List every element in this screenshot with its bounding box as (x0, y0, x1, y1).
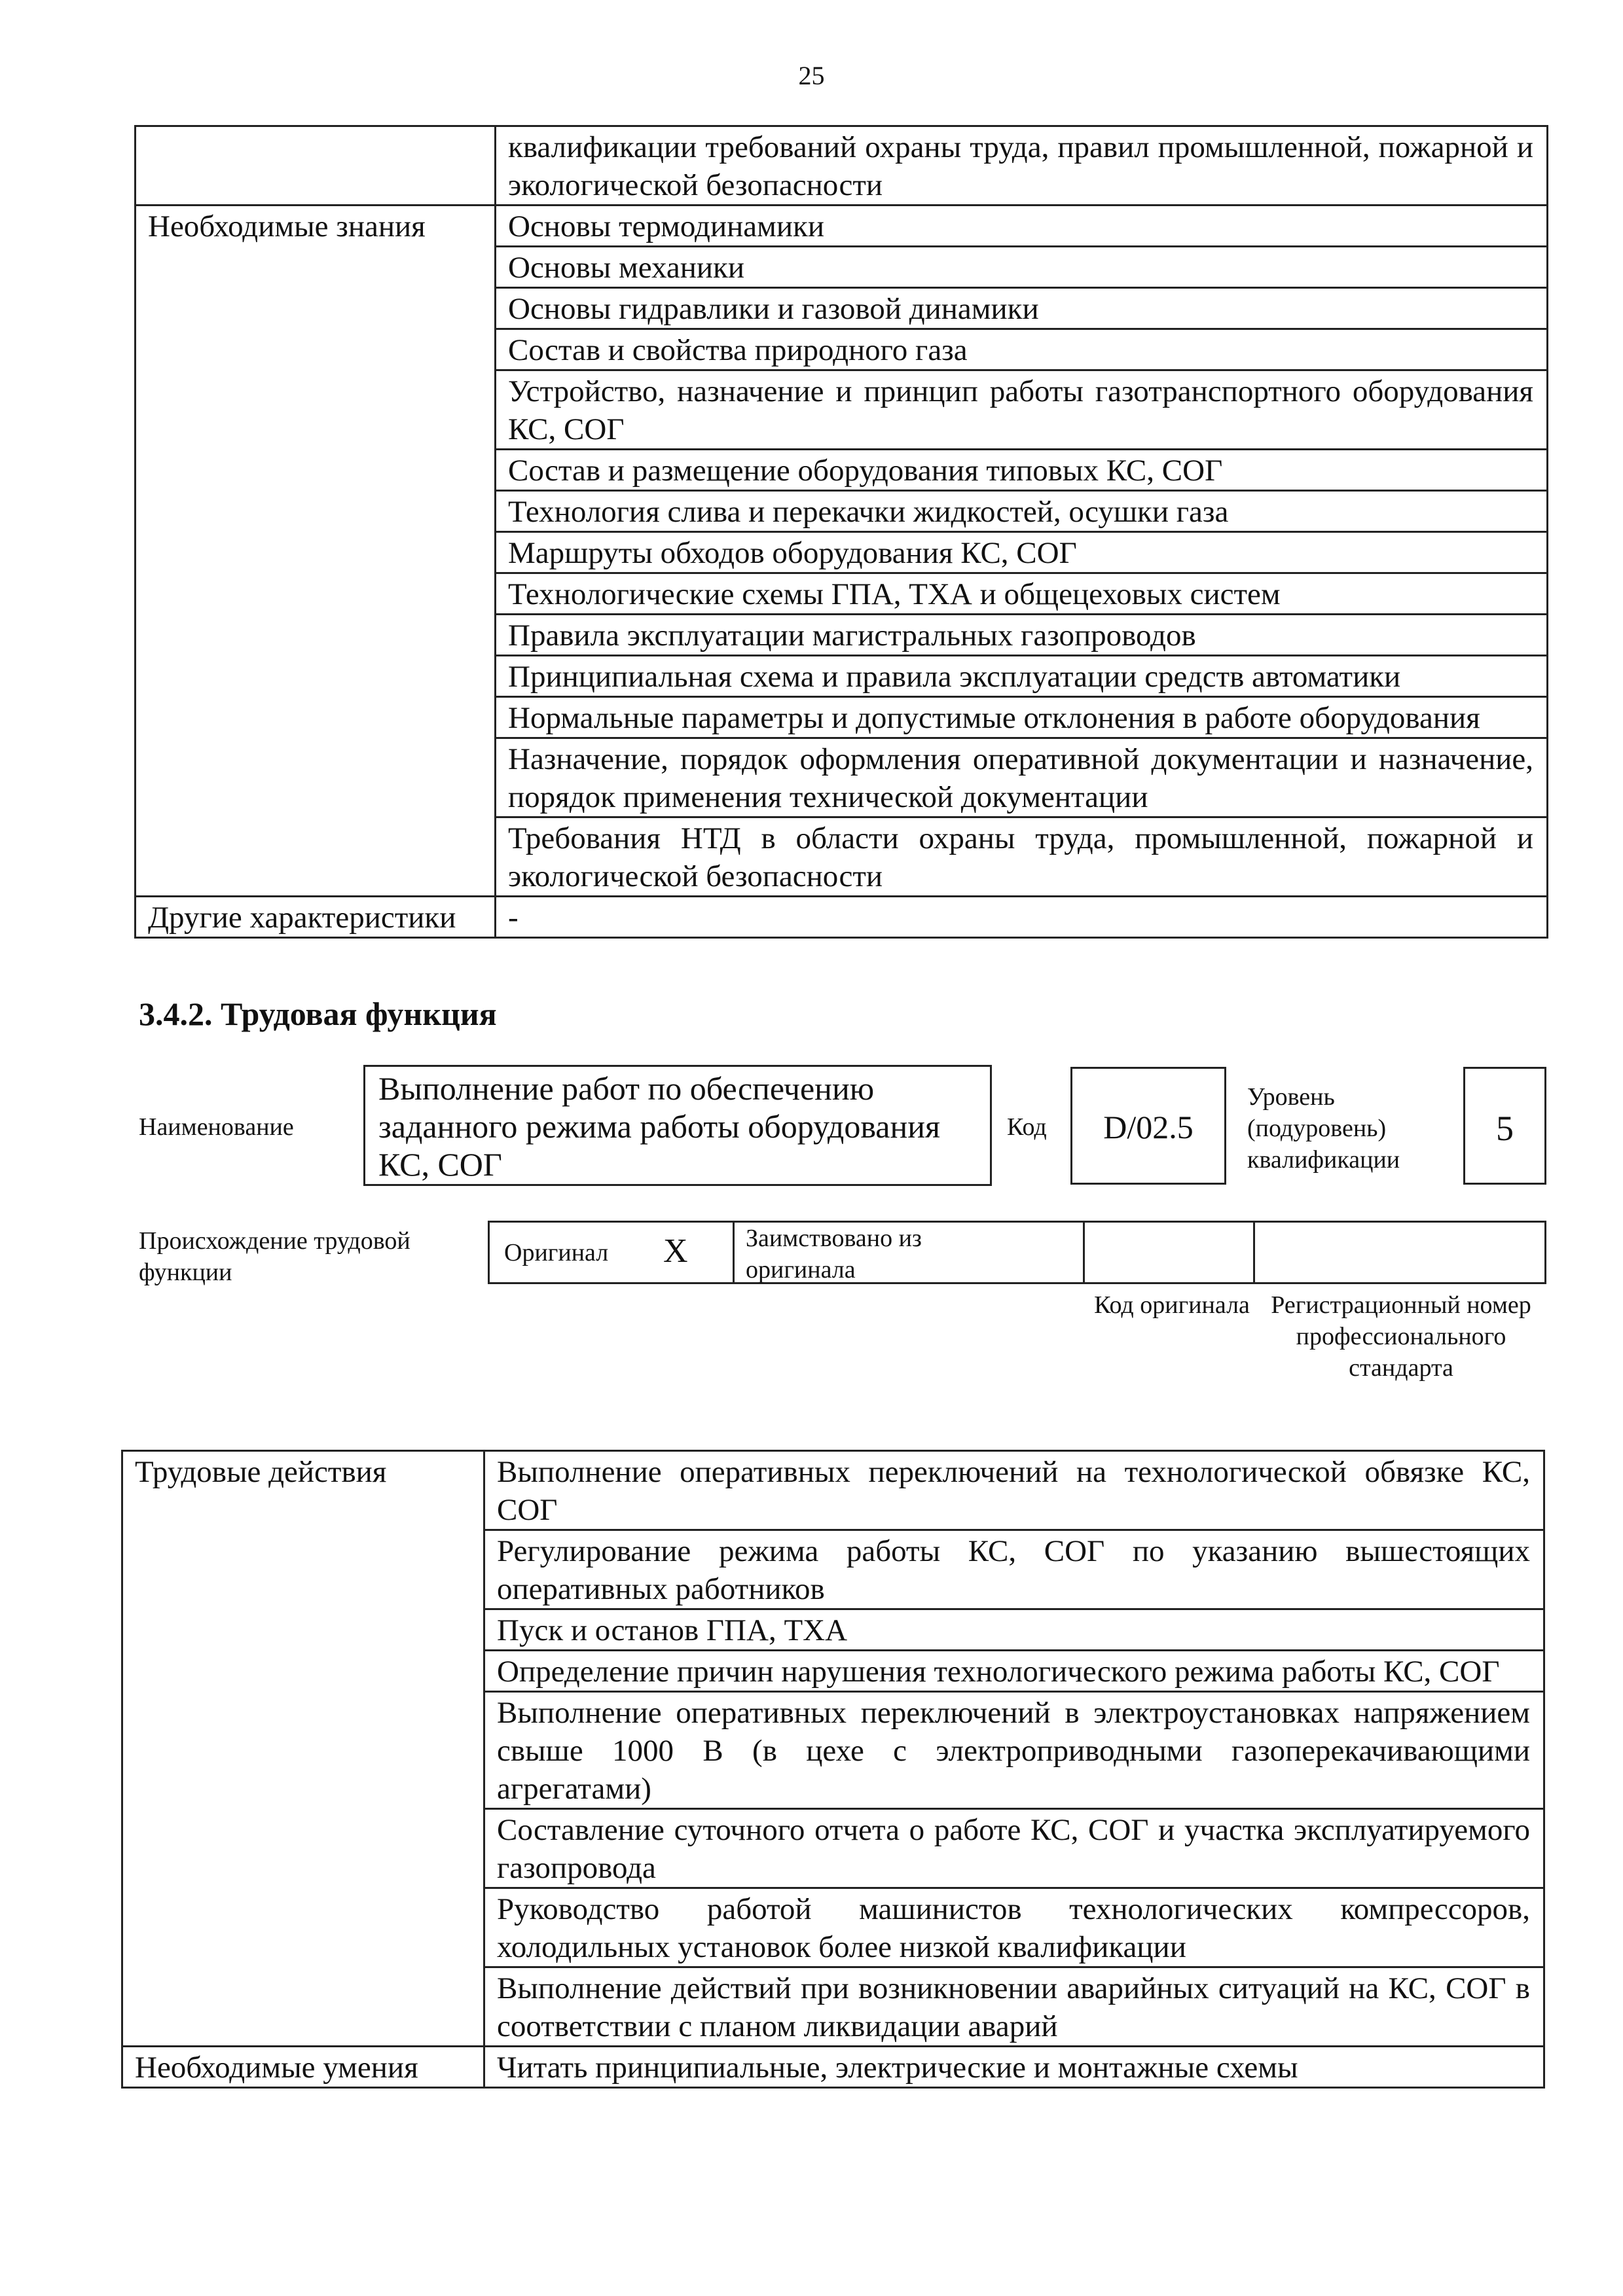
row-value: Технология слива и перекачки жидкостей, осушки газа (496, 491, 1548, 532)
row-value: Технологические схемы ГПА, ТХА и общецеховых систем (496, 573, 1548, 615)
table-row (136, 126, 1548, 206)
row-value: Основы механики (496, 247, 1548, 288)
function-code-box: D/02.5 (1070, 1067, 1226, 1185)
borrowed-cell (735, 1221, 1085, 1284)
code-original-caption: Код оригинала (1094, 1291, 1250, 1319)
row-label-other-characteristics: Другие характеристики (136, 897, 496, 938)
row-value: Определение причин нарушения технологического режима работы КС, СОГ (484, 1651, 1544, 1692)
row-value: Назначение, порядок оформления оперативной документации и назначение, порядок применения технической документации (496, 738, 1548, 817)
row-value: Маршруты обходов оборудования КС, СОГ (496, 532, 1548, 573)
table-row (136, 897, 1548, 938)
origin-label: Происхождение трудовой функции (139, 1227, 410, 1286)
table-row (122, 1451, 1544, 1530)
row-value: Регулирование режима работы КС, СОГ по указанию вышестоящих оперативных работников (484, 1530, 1544, 1609)
row-value: Руководство работой машинистов технологических компрессоров, холодильных установок более низкой квалификации (484, 1888, 1544, 1967)
original-cell (488, 1221, 735, 1284)
name-label: Наименование (139, 1113, 294, 1141)
table-row (122, 2047, 1544, 2088)
reg-number-cell (1255, 1221, 1546, 1284)
row-value: Основы термодинамики (496, 206, 1548, 247)
knowledge-table (134, 125, 1548, 939)
row-value: Выполнение оперативных переключений на технологической обвязке КС, СОГ (484, 1451, 1544, 1530)
row-label-required-skills: Необходимые умения (122, 2047, 484, 2088)
row-label-labor-actions: Трудовые действия (122, 1451, 484, 2047)
row-value: Устройство, назначение и принцип работы газотранспортного оборудования КС, СОГ (496, 370, 1548, 450)
row-value: - (496, 897, 1548, 938)
row-label (136, 126, 496, 206)
code-original-cell (1085, 1221, 1255, 1284)
row-value: Состав и свойства природного газа (496, 329, 1548, 370)
row-value: Основы гидравлики и газовой динамики (496, 288, 1548, 329)
original-mark: X (663, 1232, 688, 1270)
row-label-required-knowledge: Необходимые знания (136, 206, 496, 897)
row-value: Правила эксплуатации магистральных газопроводов (496, 615, 1548, 656)
section-heading: 3.4.2. Трудовая функция (139, 996, 497, 1032)
reg-number-caption: Регистрационный номер профессионального стандарта (1271, 1291, 1531, 1382)
original-label: Оригинал (504, 1239, 609, 1266)
code-label: Код (1007, 1113, 1047, 1141)
row-value: Выполнение оперативных переключений в электроустановках напряжением свыше 1000 В (в цехе с электроприводными газоперекачивающими агрегатами) (484, 1692, 1544, 1809)
row-value: Выполнение действий при возникновении аварийных ситуаций на КС, СОГ в соответствии с планом ликвидации аварий (484, 1967, 1544, 2047)
borrowed-label: Заимствовано из оригинала (746, 1225, 922, 1283)
function-name-box: Выполнение работ по обеспечению заданного режима работы оборудования КС, СОГ (363, 1065, 992, 1186)
row-value: Пуск и останов ГПА, ТХА (484, 1609, 1544, 1651)
row-value: Требования НТД в области охраны труда, промышленной, пожарной и экологической безопасности (496, 817, 1548, 897)
level-label: Уровень (подуровень) квалификации (1247, 1083, 1400, 1174)
row-value: Составление суточного отчета о работе КС, СОГ и участка эксплуатируемого газопровода (484, 1809, 1544, 1888)
actions-table (121, 1450, 1545, 2089)
row-value: квалификации требований охраны труда, правил промышленной, пожарной и экологической безопасности (496, 126, 1548, 206)
page-number: 25 (798, 61, 825, 90)
row-value: Принципиальная схема и правила эксплуатации средств автоматики (496, 656, 1548, 697)
level-box: 5 (1463, 1067, 1546, 1185)
table-row (136, 206, 1548, 247)
row-value: Читать принципиальные, электрические и монтажные схемы (484, 2047, 1544, 2088)
row-value: Нормальные параметры и допустимые отклонения в работе оборудования (496, 697, 1548, 738)
row-value: Состав и размещение оборудования типовых КС, СОГ (496, 450, 1548, 491)
